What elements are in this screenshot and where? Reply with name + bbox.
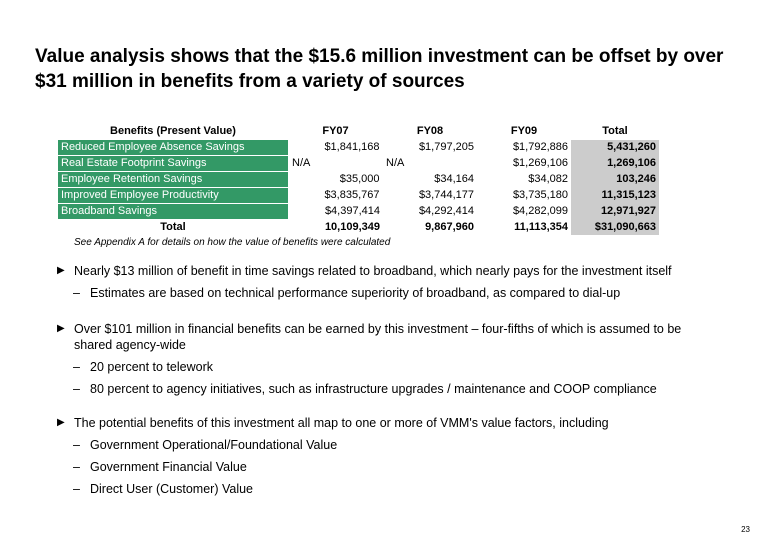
cell-fy08: $1,797,205 xyxy=(418,141,474,153)
header-fy09: FY09 xyxy=(510,125,538,138)
dash-bullet-icon: – xyxy=(73,382,80,396)
sub-bullet-text: Direct User (Customer) Value xyxy=(90,482,254,496)
dash-bullet-icon: – xyxy=(73,482,80,496)
row-label: Real Estate Footprint Savings xyxy=(58,156,289,172)
sub-bullet-item xyxy=(56,481,696,497)
cell-fy07: $4,397,414 xyxy=(324,205,380,217)
sub-bullet-text: 20 percent to telework xyxy=(90,360,213,374)
bullet-item xyxy=(56,263,696,279)
cell-fy09: $1,792,886 xyxy=(512,141,568,153)
cell-fy09: $4,282,099 xyxy=(512,205,568,217)
header-fy08: FY08 xyxy=(416,125,444,138)
sub-bullet-item xyxy=(56,359,696,375)
sub-bullet-item xyxy=(56,459,696,475)
cell-fy07: $3,835,767 xyxy=(324,189,380,201)
cell-fy07: $35,000 xyxy=(339,173,380,185)
grand-total: $31,090,663 xyxy=(571,220,659,236)
header-total: Total xyxy=(602,125,628,138)
total-label: Total xyxy=(160,221,186,233)
table-header-row xyxy=(58,124,660,140)
cell-fy09: $1,269,106 xyxy=(512,157,568,169)
triangle-bullet-icon: ▶ xyxy=(57,265,65,276)
table-row xyxy=(58,188,660,204)
cell-fy09: $3,735,180 xyxy=(512,189,568,201)
cell-fy07: $1,841,168 xyxy=(324,141,380,153)
cell-total: 12,971,927 xyxy=(571,204,659,220)
sub-bullet-text: Government Operational/Foundational Value xyxy=(90,438,338,452)
sub-bullet-text: Estimates are based on technical performance superiority of broadband, as compared to dial-up xyxy=(90,286,621,300)
sub-bullet-item xyxy=(56,381,696,397)
sub-bullet-item xyxy=(56,285,696,301)
bullet-item xyxy=(56,321,696,353)
cell-total: 1,269,106 xyxy=(571,156,659,172)
total-fy08: 9,867,960 xyxy=(425,220,474,233)
row-label: Broadband Savings xyxy=(58,204,289,220)
dash-bullet-icon: – xyxy=(73,460,80,474)
table-row xyxy=(58,140,660,156)
dash-bullet-icon: – xyxy=(73,286,80,300)
sub-bullet-text: Government Financial Value xyxy=(90,460,247,474)
sub-bullet-item xyxy=(56,437,696,453)
bullet-list xyxy=(56,263,696,497)
header-fy07: FY07 xyxy=(322,125,349,138)
cell-fy08: $3,744,177 xyxy=(418,189,474,201)
sub-bullet-text: 80 percent to agency initiatives, such as infrastructure upgrades / maintenance and COOP compliance xyxy=(90,382,657,396)
page-number: 23 xyxy=(741,525,750,534)
bullet-text: Nearly $13 million of benefit in time savings related to broadband, which nearly pays for the investment itself xyxy=(74,264,672,278)
bullet-text: Over $101 million in financial benefits can be earned by this investment – four-fifths of which is assumed to be shared agency-wide xyxy=(74,322,682,352)
cell-fy08: $34,164 xyxy=(434,173,474,185)
cell-fy07: N/A xyxy=(292,157,311,169)
triangle-bullet-icon: ▶ xyxy=(57,323,65,334)
cell-fy08: N/A xyxy=(386,157,405,169)
table-row xyxy=(58,204,660,220)
cell-fy09: $34,082 xyxy=(528,173,568,185)
header-benefits: Benefits (Present Value) xyxy=(110,125,236,137)
total-fy09: 11,113,354 xyxy=(514,220,568,233)
cell-total: 11,315,123 xyxy=(571,188,659,204)
table-total-row xyxy=(58,220,660,236)
benefits-table xyxy=(57,124,660,235)
cell-fy08: $4,292,414 xyxy=(418,205,474,217)
dash-bullet-icon: – xyxy=(73,438,80,452)
dash-bullet-icon: – xyxy=(73,360,80,374)
cell-total: 103,246 xyxy=(571,172,659,188)
row-label: Employee Retention Savings xyxy=(58,172,289,188)
triangle-bullet-icon: ▶ xyxy=(57,417,65,428)
table-footnote: See Appendix A for details on how the value of benefits were calculated xyxy=(74,237,391,248)
cell-total: 5,431,260 xyxy=(571,140,659,156)
row-label: Reduced Employee Absence Savings xyxy=(58,140,289,156)
bullet-item xyxy=(56,415,696,431)
slide-title: Value analysis shows that the $15.6 million investment can be offset by over $31 million in benefits from a variety of sources xyxy=(35,46,724,92)
row-label: Improved Employee Productivity xyxy=(58,188,289,204)
bullet-text: The potential benefits of this investment all map to one or more of VMM's value factors, including xyxy=(74,416,609,430)
table-row xyxy=(58,156,660,172)
total-fy07: 10,109,349 xyxy=(324,220,380,233)
table-row xyxy=(58,172,660,188)
